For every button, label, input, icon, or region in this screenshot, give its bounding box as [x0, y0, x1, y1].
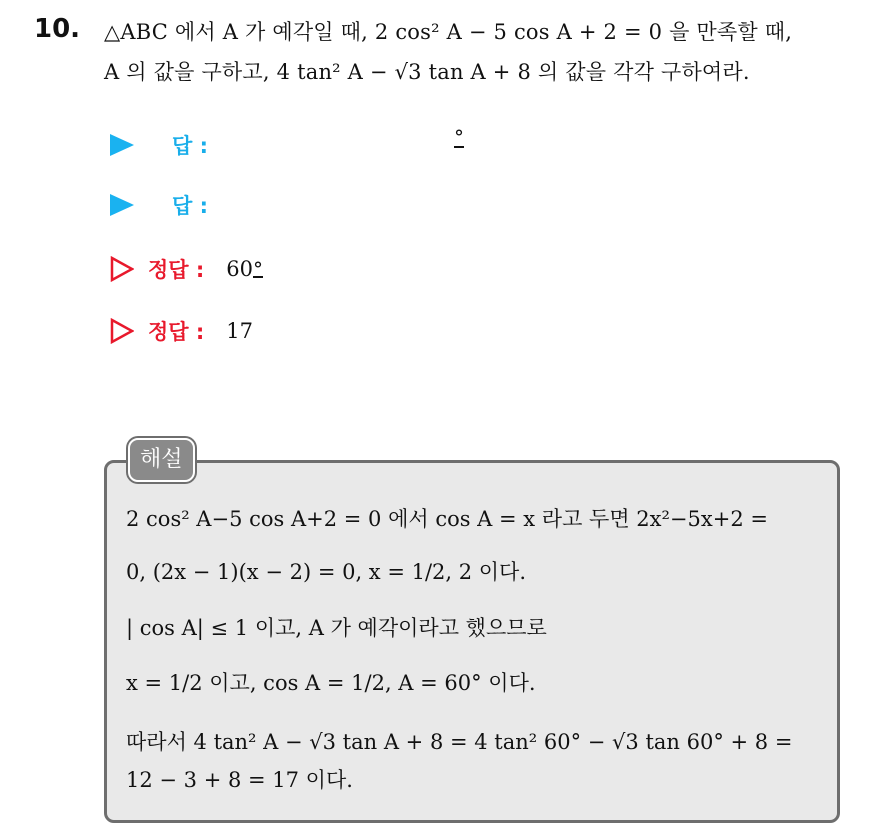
correct-answer-value: 17	[226, 319, 254, 343]
explanation-line-1: 2 cos² A−5 cos A+2 = 0 에서 cos A = x 라고 두면 2x²−5x+2 =	[126, 507, 768, 531]
correct-answer-label: 정답 :	[148, 258, 205, 282]
explanation-line-6: 12 − 3 + 8 = 17 이다.	[126, 768, 353, 792]
correct-answer-row-1	[110, 252, 263, 286]
question-line-1: △ABC 에서 A 가 예각일 때, 2 cos² A − 5 cos A + 2 = 0 을 만족할 때,	[104, 20, 793, 44]
explanation-line-5: 따라서 4 tan² A − √3 tan A + 8 = 4 tan² 60° − √3 tan 60° + 8 =	[126, 730, 793, 754]
answer-label: 답 :	[172, 194, 208, 218]
play-outline-icon	[110, 318, 134, 344]
explanation-line-3: | cos A| ≤ 1 이고, A 가 예각이라고 했으므로	[126, 616, 547, 640]
question-line-2: A 의 값을 구하고, 4 tan² A − √3 tan A + 8 의 값을 각각 구하여라.	[104, 60, 750, 84]
answer-blank-unit[interactable]: °	[454, 125, 464, 149]
explanation-line-4: x = 1/2 이고, cos A = 1/2, A = 60° 이다.	[126, 671, 536, 695]
play-icon	[110, 134, 134, 156]
answer-row-1	[110, 128, 208, 162]
explanation-line-2: 0, (2x − 1)(x − 2) = 0, x = 1/2, 2 이다.	[126, 560, 527, 584]
correct-answer-label: 정답 :	[148, 320, 205, 344]
answer-row-2	[110, 188, 208, 222]
play-icon	[110, 194, 134, 216]
degree-unit: °	[253, 257, 264, 281]
correct-answer-row-2	[110, 314, 253, 348]
play-outline-icon	[110, 256, 134, 282]
answer-label: 답 :	[172, 134, 208, 158]
question-number: 10.	[34, 14, 81, 44]
correct-answer-value: 60°	[226, 257, 264, 281]
explanation-tag: 해설	[128, 438, 195, 482]
